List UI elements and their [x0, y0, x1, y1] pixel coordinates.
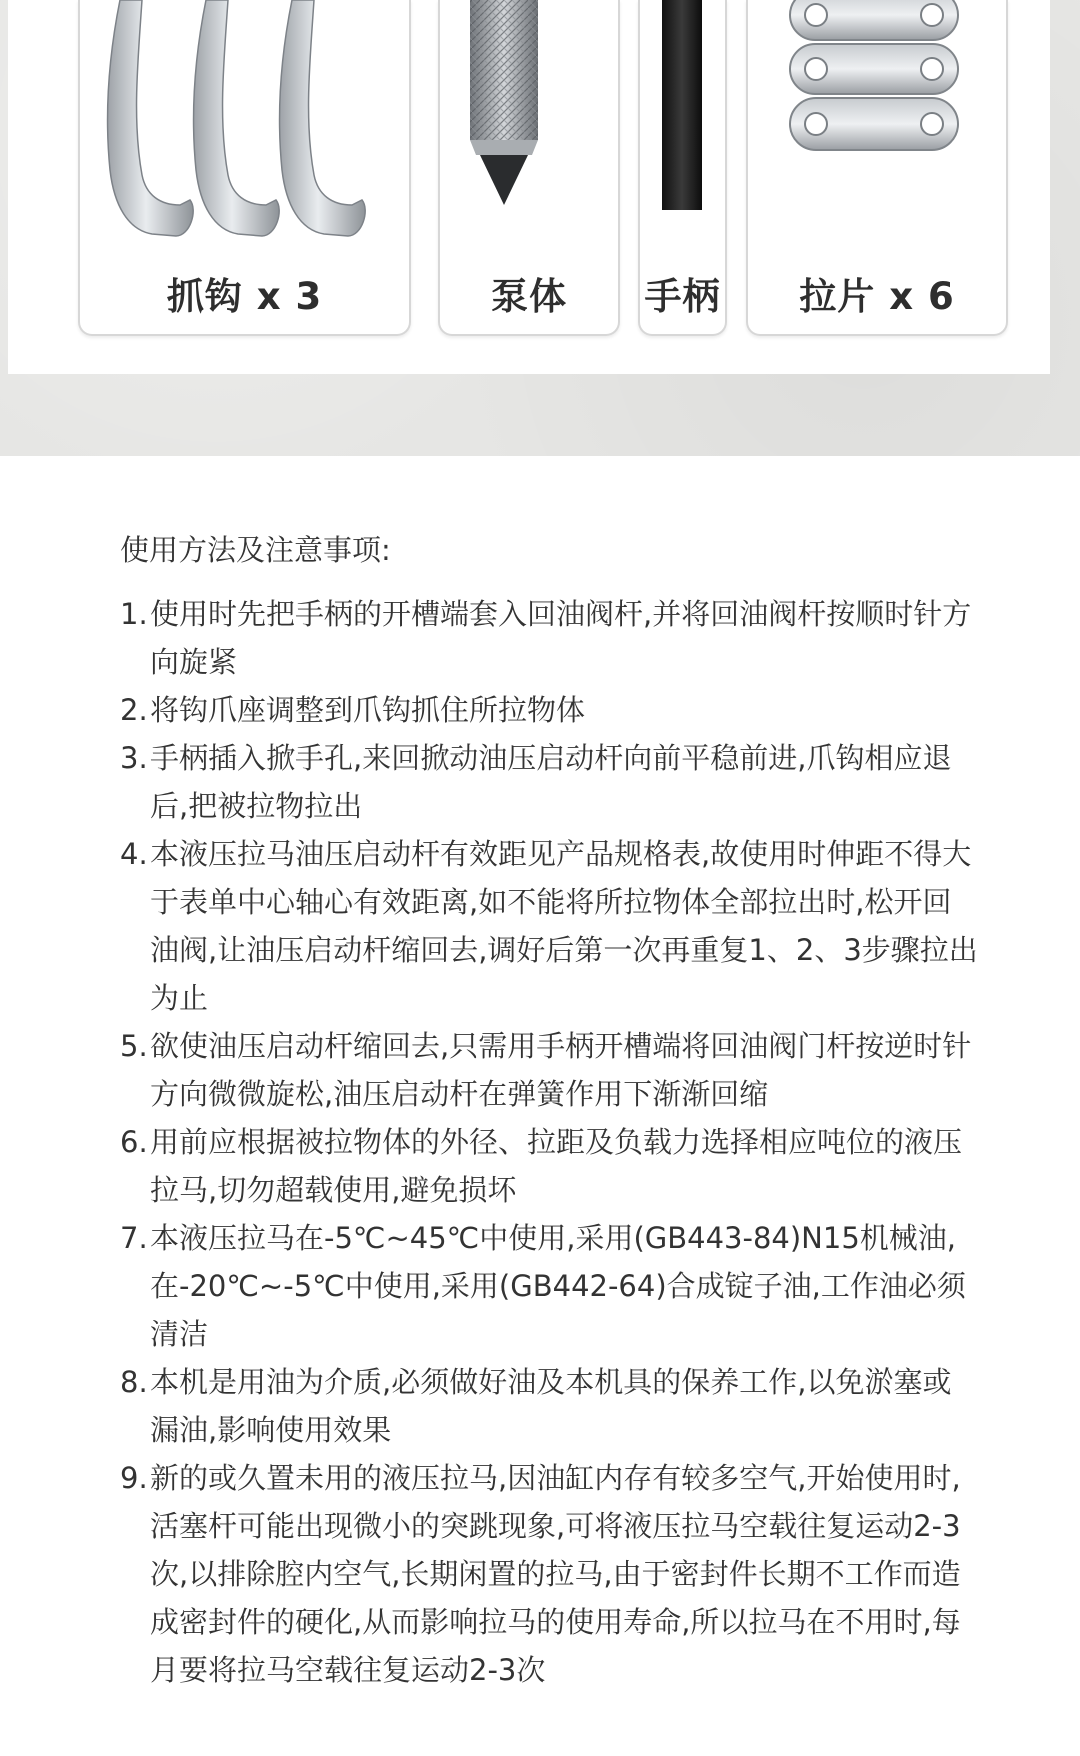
instruction-item: [120, 590, 980, 686]
instruction-number: 6.: [120, 1125, 148, 1159]
claw-hook-icon: [80, 0, 413, 250]
instruction-item: [120, 734, 980, 830]
instruction-number: 3.: [120, 741, 148, 775]
instruction-item: [120, 1358, 980, 1454]
instruction-text: 使用时先把手柄的开槽端套入回油阀杆,并将回油阀杆按顺时针方向旋紧: [150, 597, 972, 679]
pump-body-icon: [440, 0, 622, 250]
instruction-number: 4.: [120, 837, 148, 871]
handle-rod-icon: [640, 0, 729, 250]
parts-banner: [0, 0, 1080, 456]
instruction-text: 手柄插入掀手孔,来回掀动油压启动杆向前平稳前进,爪钩相应退后,把被拉物拉出: [150, 741, 952, 823]
instruction-number: 1.: [120, 597, 148, 631]
instructions-title: 使用方法及注意事项:: [120, 533, 391, 567]
instruction-item: [120, 1214, 980, 1358]
instruction-item: [120, 1118, 980, 1214]
instruction-item: [120, 830, 980, 1022]
instruction-number: 9.: [120, 1461, 148, 1495]
instruction-text: 将钩爪座调整到爪钩抓住所拉物体: [150, 693, 586, 727]
part-card-pump-body: [438, 0, 620, 336]
part-label-handle: 手柄: [644, 275, 721, 318]
instruction-text: 新的或久置未用的液压拉马,因油缸内存有较多空气,开始使用时,活塞杆可能出现微小的突跳现象,可将液压拉马空载往复运动2-3次,以排除腔内空气,长期闲置的拉马,由于密封件长期不工作而造成密封件的硬化,从而影响拉马的使用寿命,所以拉马在不用时,每月要将拉马空载往复运动2-3次: [150, 1461, 961, 1687]
instruction-text: 本机是用油为介质,必须做好油及本机具的保养工作,以免淤塞或漏油,影响使用效果: [150, 1365, 952, 1447]
part-label-pump-body: 泵体: [491, 275, 567, 318]
part-card-claw-hooks: [78, 0, 411, 336]
instruction-number: 8.: [120, 1365, 148, 1399]
instruction-number: 7.: [120, 1221, 148, 1255]
instruction-text: 欲使油压启动杆缩回去,只需用手柄开槽端将回油阀门杆按逆时针方向微微旋松,油压启动杆在弹簧作用下渐渐回缩: [150, 1029, 972, 1111]
instruction-number: 5.: [120, 1029, 148, 1063]
pull-plate-icon: [748, 0, 1010, 250]
usage-instructions: [120, 526, 980, 1694]
part-card-pull-plates: [746, 0, 1008, 336]
instruction-text: 本液压拉马在-5℃~45℃中使用,采用(GB443-84)N15机械油,在-20℃~-5℃中使用,采用(GB442-64)合成锭子油,工作油必须清洁: [150, 1221, 966, 1351]
instruction-item: [120, 1022, 980, 1118]
part-card-handle: [638, 0, 727, 336]
parts-panel: [8, 0, 1050, 374]
instruction-item: [120, 686, 980, 734]
instruction-number: 2.: [120, 693, 148, 727]
part-label-pull-plates: 拉片 x 6: [799, 275, 955, 318]
instruction-text: 本液压拉马油压启动杆有效距见产品规格表,故使用时伸距不得大于表单中心轴心有效距离,如不能将所拉物体全部拉出时,松开回油阀,让油压启动杆缩回去,调好后第一次再重复1、2、3步骤拉出为止: [150, 837, 978, 1015]
instruction-text: 用前应根据被拉物体的外径、拉距及负载力选择相应吨位的液压拉马,切勿超载使用,避免损坏: [150, 1125, 963, 1207]
part-label-claw-hooks: 抓钩 x 3: [166, 275, 323, 318]
instruction-item: [120, 1454, 980, 1694]
